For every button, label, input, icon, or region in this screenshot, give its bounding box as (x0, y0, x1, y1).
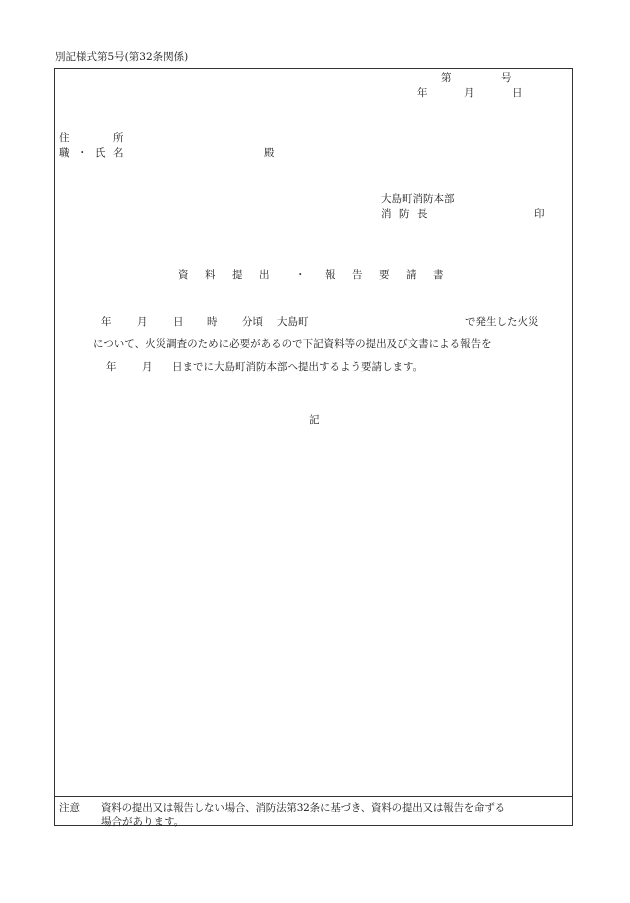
deadline-month: 月 (142, 361, 153, 373)
body-minute: 分頃 (242, 316, 263, 328)
date-year: 年 (417, 87, 428, 99)
title-char: 料 (205, 269, 216, 281)
name-label-3: 名 (113, 147, 124, 159)
title-char: 資 (178, 269, 189, 281)
note-line2: 場合があります。 (101, 816, 185, 828)
title-char: 提 (232, 269, 243, 281)
seal-mark: 印 (534, 208, 545, 220)
sender-org: 大島町消防本部 (381, 193, 455, 205)
sender-title-3: 長 (417, 208, 428, 220)
form-label: 別記様式第5号(第32条関係) (55, 51, 189, 63)
ki-marker: 記 (309, 414, 320, 426)
name-label-2: 氏 (95, 147, 106, 159)
deadline-year: 年 (106, 361, 117, 373)
form-frame (54, 68, 573, 826)
title-char: 要 (379, 269, 390, 281)
number-go: 号 (501, 72, 512, 84)
honorific: 殿 (264, 147, 275, 159)
body-hour: 時 (207, 316, 218, 328)
date-month: 月 (464, 87, 475, 99)
title-char: 告 (352, 269, 363, 281)
note-label: 注意 (59, 802, 80, 814)
address-label-2: 所 (113, 132, 124, 144)
name-label-1: 職 (59, 147, 70, 159)
body-month: 月 (137, 316, 148, 328)
date-day: 日 (512, 87, 523, 99)
address-label-1: 住 (59, 132, 70, 144)
body-day: 日 (173, 316, 184, 328)
document-title (55, 270, 572, 284)
title-char: 出 (259, 269, 270, 281)
body-line1-end: で発生した火災 (465, 316, 539, 328)
name-label-dot: ・ (77, 147, 88, 159)
sender-title-1: 消 (381, 208, 392, 220)
title-char: ・ (295, 269, 306, 281)
number-dai: 第 (441, 72, 452, 84)
title-char: 請 (406, 269, 417, 281)
body-place: 大島町 (277, 316, 309, 328)
sender-title-2: 防 (399, 208, 410, 220)
body-line3-rest: 日までに大島町消防本部へ提出するよう要請します。 (172, 361, 424, 373)
note-line1: 資料の提出又は報告しない場合、消防法第32条に基づき、資料の提出又は報告を命ずる (101, 802, 505, 814)
title-char: 報 (325, 269, 336, 281)
note-section (55, 796, 572, 828)
body-year: 年 (101, 316, 112, 328)
title-char: 書 (433, 269, 444, 281)
body-line2: について、火災調査のために必要があるので下記資料等の提出及び文書による報告を (93, 338, 492, 350)
